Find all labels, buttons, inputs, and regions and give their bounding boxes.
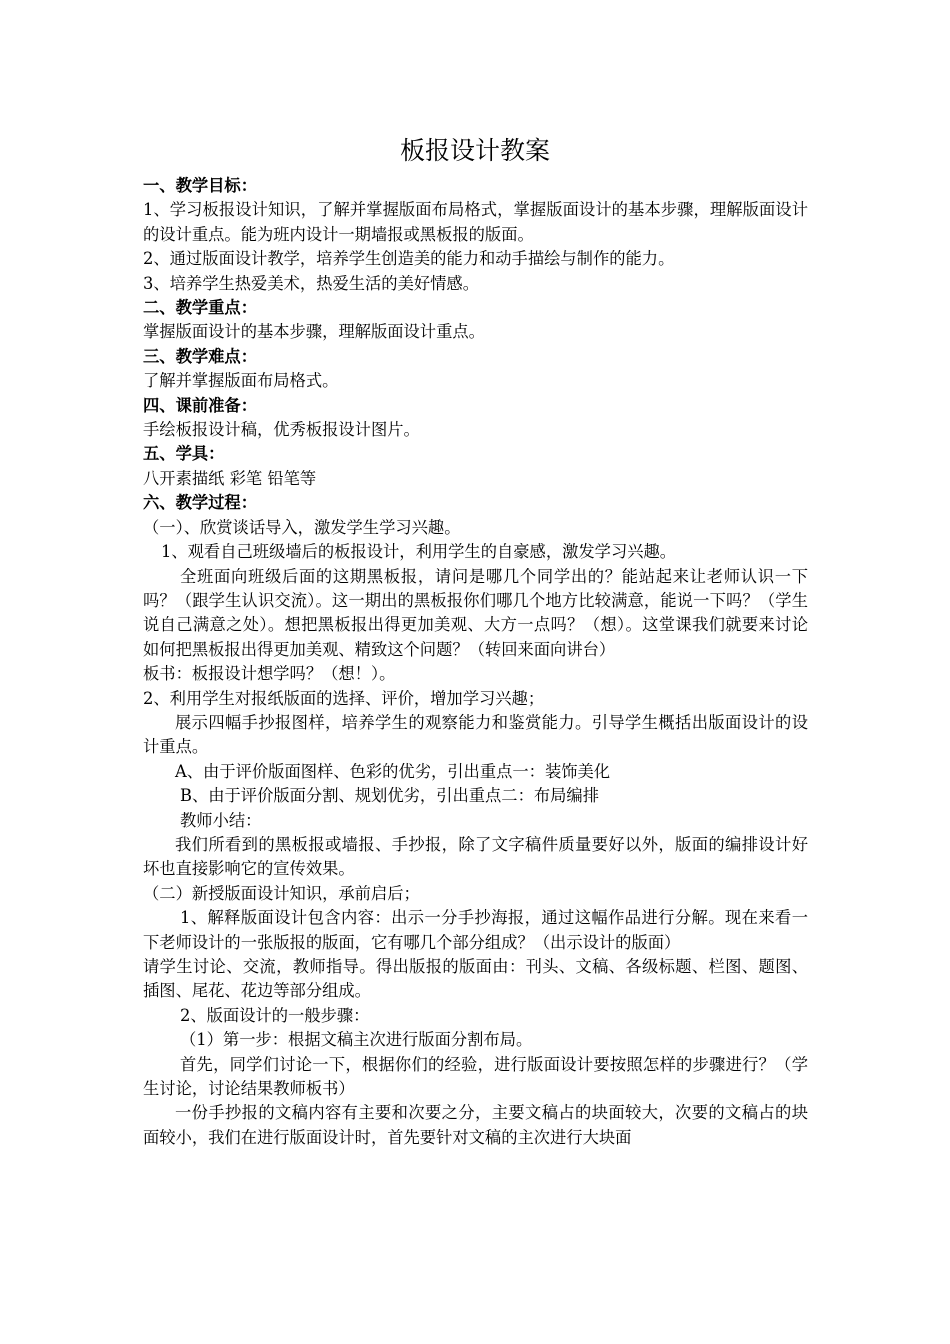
section-heading: 五、学具： [143,444,225,464]
paragraph: 3、培养学生热爱美术，热爱生活的美好情感。 [143,273,479,293]
section-heading: 一、教学目标： [143,176,257,195]
paragraph: 1、解释版面设计包含内容：出示一分手抄海报，通过这幅作品进行分解。现在来看一下老师设计的一张版报的版面，它有哪几个部分组成？（出示设计的版面） [143,908,808,952]
section-heading: 四、课前准备： [143,395,257,415]
paragraph: 板书：板报设计想学吗？（想！）。 [143,664,396,684]
paragraph: 全班面向班级后面的这期黑板报，请问是哪几个同学出的？能站起来让老师认识一下吗？（跟学生认识交流）。这一期出的黑板报你们哪几个地方比较满意，能说一下吗？（学生说自己满意之处）。想把黑板报出得更加美观、大方一点吗？（想）。这堂课我们就要来讨论如何把黑板报出得更加美观、精致这个问题？（转回来面向讲台） [143,566,808,659]
section-heading: 三、教学难点： [143,346,257,366]
paragraph: 请学生讨论、交流，教师指导。得出版报的版面由：刊头、文稿、各级标题、栏图、题图、插图、尾花、花边等部分组成。 [143,957,808,1001]
paragraph: 教师小结： [180,810,262,830]
paragraph: 八开素描纸 彩笔 铅笔等 [143,468,317,488]
paragraph: B、由于评价版面分割、规划优劣，引出重点二：布局编排 [180,786,599,806]
paragraph: 展示四幅手抄报图样，培养学生的观察能力和鉴赏能力。引导学生概括出版面设计的设计重点。 [143,712,808,757]
paragraph: 了解并掌握版面布局格式。 [143,371,339,391]
paragraph: 一份手抄报的文稿内容有主要和次要之分，主要文稿占的块面较大，次要的文稿占的块面较小，我们在进行版面设计时，首先要针对文稿的主次进行大块面 [143,1103,808,1147]
paragraph: 2、通过版面设计教学，培养学生创造美的能力和动手描绘与制作的能力。 [143,249,675,269]
paragraph: （1）第一步：根据文稿主次进行版面分割布局。 [180,1030,533,1050]
section-heading: 六、教学过程： [143,493,257,513]
paragraph: 手绘板报设计稿，优秀板报设计图片。 [143,420,420,440]
paragraph: （二）新授版面设计知识，承前启后； [143,883,420,903]
page-title: 板报设计教案 [399,136,550,165]
paragraph: 首先，同学们讨论一下，根据你们的经验，进行版面设计要按照怎样的步骤进行？（学生讨论，讨论结果教师板书） [143,1054,808,1099]
paragraph: 2、版面设计的一般步骤： [180,1005,370,1025]
paragraph: 2、利用学生对报纸版面的选择、评价，增加学习兴趣； [143,688,545,708]
paragraph: 1、学习板报设计知识，了解并掌握版面布局格式，掌握版面设计的基本步骤，理解版面设计的设计重点。能为班内设计一期墙报或黑板报的版面。 [143,200,808,244]
paragraph: 掌握版面设计的基本步骤，理解版面设计重点。 [143,322,485,342]
paragraph: 1、观看自己班级墙后的板报设计，利用学生的自豪感，激发学习兴趣。 [161,542,677,562]
document-body [143,174,808,1150]
paragraph: A、由于评价版面图样、色彩的优劣，引出重点一：装饰美化 [175,761,611,781]
section-heading: 二、教学重点： [143,298,257,318]
paragraph: 我们所看到的黑板报或墙报、手抄报，除了文字稿件质量要好以外，版面的编排设计好坏也直接影响它的宣传效果。 [143,834,808,879]
paragraph: （一）、欣赏谈话导入，激发学生学习兴趣。 [143,517,461,537]
